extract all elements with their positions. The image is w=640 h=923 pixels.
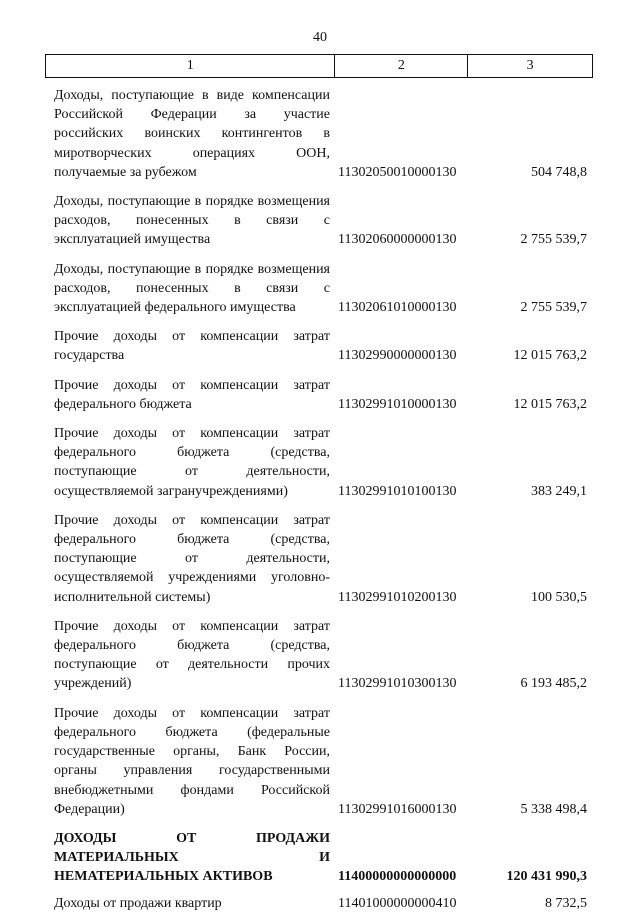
row-code: 11302060000000130 — [338, 232, 457, 248]
table-row — [54, 192, 587, 250]
row-code: 11302061010000130 — [338, 300, 457, 316]
row-amount: 100 530,5 — [531, 589, 587, 605]
row-amount: 12 015 763,2 — [513, 348, 587, 364]
row-amount: 2 755 539,7 — [520, 300, 587, 316]
row-amount: 12 015 763,2 — [513, 396, 587, 412]
row-amount: 6 193 485,2 — [520, 676, 587, 692]
row-code: 11302991010300130 — [338, 676, 457, 692]
table-row — [54, 704, 587, 819]
row-description: Прочие доходы от компенсации затрат федерального бюджета (средства, поступающие от деятельности, осуществляемой учреждениями уголовно-исполнительной системы) — [54, 512, 330, 605]
column-header-1: 1 — [46, 55, 335, 78]
row-amount: 5 338 498,4 — [520, 801, 587, 817]
row-code: 11302050010000130 — [338, 164, 457, 180]
table-row — [54, 511, 587, 607]
table-row — [54, 86, 587, 182]
row-description: Доходы, поступающие в порядке возмещения расходов, понесенных в связи с эксплуатацией имущества — [54, 194, 330, 248]
row-description: Прочие доходы от компенсации затрат федерального бюджета — [54, 377, 330, 412]
column-header-table — [45, 54, 593, 78]
row-description: Прочие доходы от компенсации затрат федерального бюджета (средства, поступающие от деятельности, осуществляемой загранучреждениями) — [54, 426, 330, 499]
row-amount: 383 249,1 — [531, 483, 587, 499]
row-description: Прочие доходы от компенсации затрат федерального бюджета (средства, поступающие от деятельности прочих учреждений) — [54, 618, 330, 692]
table-row — [54, 376, 587, 414]
row-code: 11400000000000000 — [338, 869, 457, 885]
column-header-row — [46, 55, 593, 78]
row-description: Прочие доходы от компенсации затрат федерального бюджета (федеральные государственные органы, Банк России, органы управления государственными внебюджетными фондами Российской Федерации) — [54, 705, 330, 817]
column-header-3: 3 — [468, 55, 593, 78]
row-description: Доходы, поступающие в порядке возмещения расходов, понесенных в связи с эксплуатацией федерального имущества — [54, 261, 330, 316]
row-code: 11302991010000130 — [338, 396, 457, 412]
row-code: 11302991016000130 — [338, 801, 457, 817]
table-row — [54, 424, 587, 501]
row-amount: 2 755 539,7 — [520, 232, 587, 248]
row-amount: 504 748,8 — [531, 164, 587, 180]
row-description: Доходы, поступающие в виде компенсации Российской Федерации за участие российских воинских контингентов в миротворческих операциях ООН, получаемые за рубежом — [54, 88, 330, 180]
table-row — [54, 617, 587, 694]
section-total-row — [54, 829, 587, 887]
row-code: 11302991010200130 — [338, 589, 457, 605]
row-amount: 8 732,5 — [545, 895, 587, 911]
table-row — [54, 894, 587, 913]
row-description: Прочие доходы от компенсации затрат государства — [54, 329, 330, 364]
page-number: 40 — [313, 30, 327, 45]
table-row — [54, 327, 587, 365]
revenue-rows — [54, 86, 587, 923]
row-code: 11302990000000130 — [338, 348, 457, 364]
column-header-2: 2 — [335, 55, 468, 78]
table-row — [54, 260, 587, 318]
row-amount: 120 431 990,3 — [506, 869, 587, 885]
row-code: 11302991010100130 — [338, 483, 457, 499]
row-description: ДОХОДЫ ОТ ПРОДАЖИ МАТЕРИАЛЬНЫХ И НЕМАТЕРИАЛЬНЫХ АКТИВОВ — [54, 830, 330, 885]
row-code: 11401000000000410 — [338, 895, 457, 911]
row-description: Доходы от продажи квартир — [54, 895, 222, 911]
